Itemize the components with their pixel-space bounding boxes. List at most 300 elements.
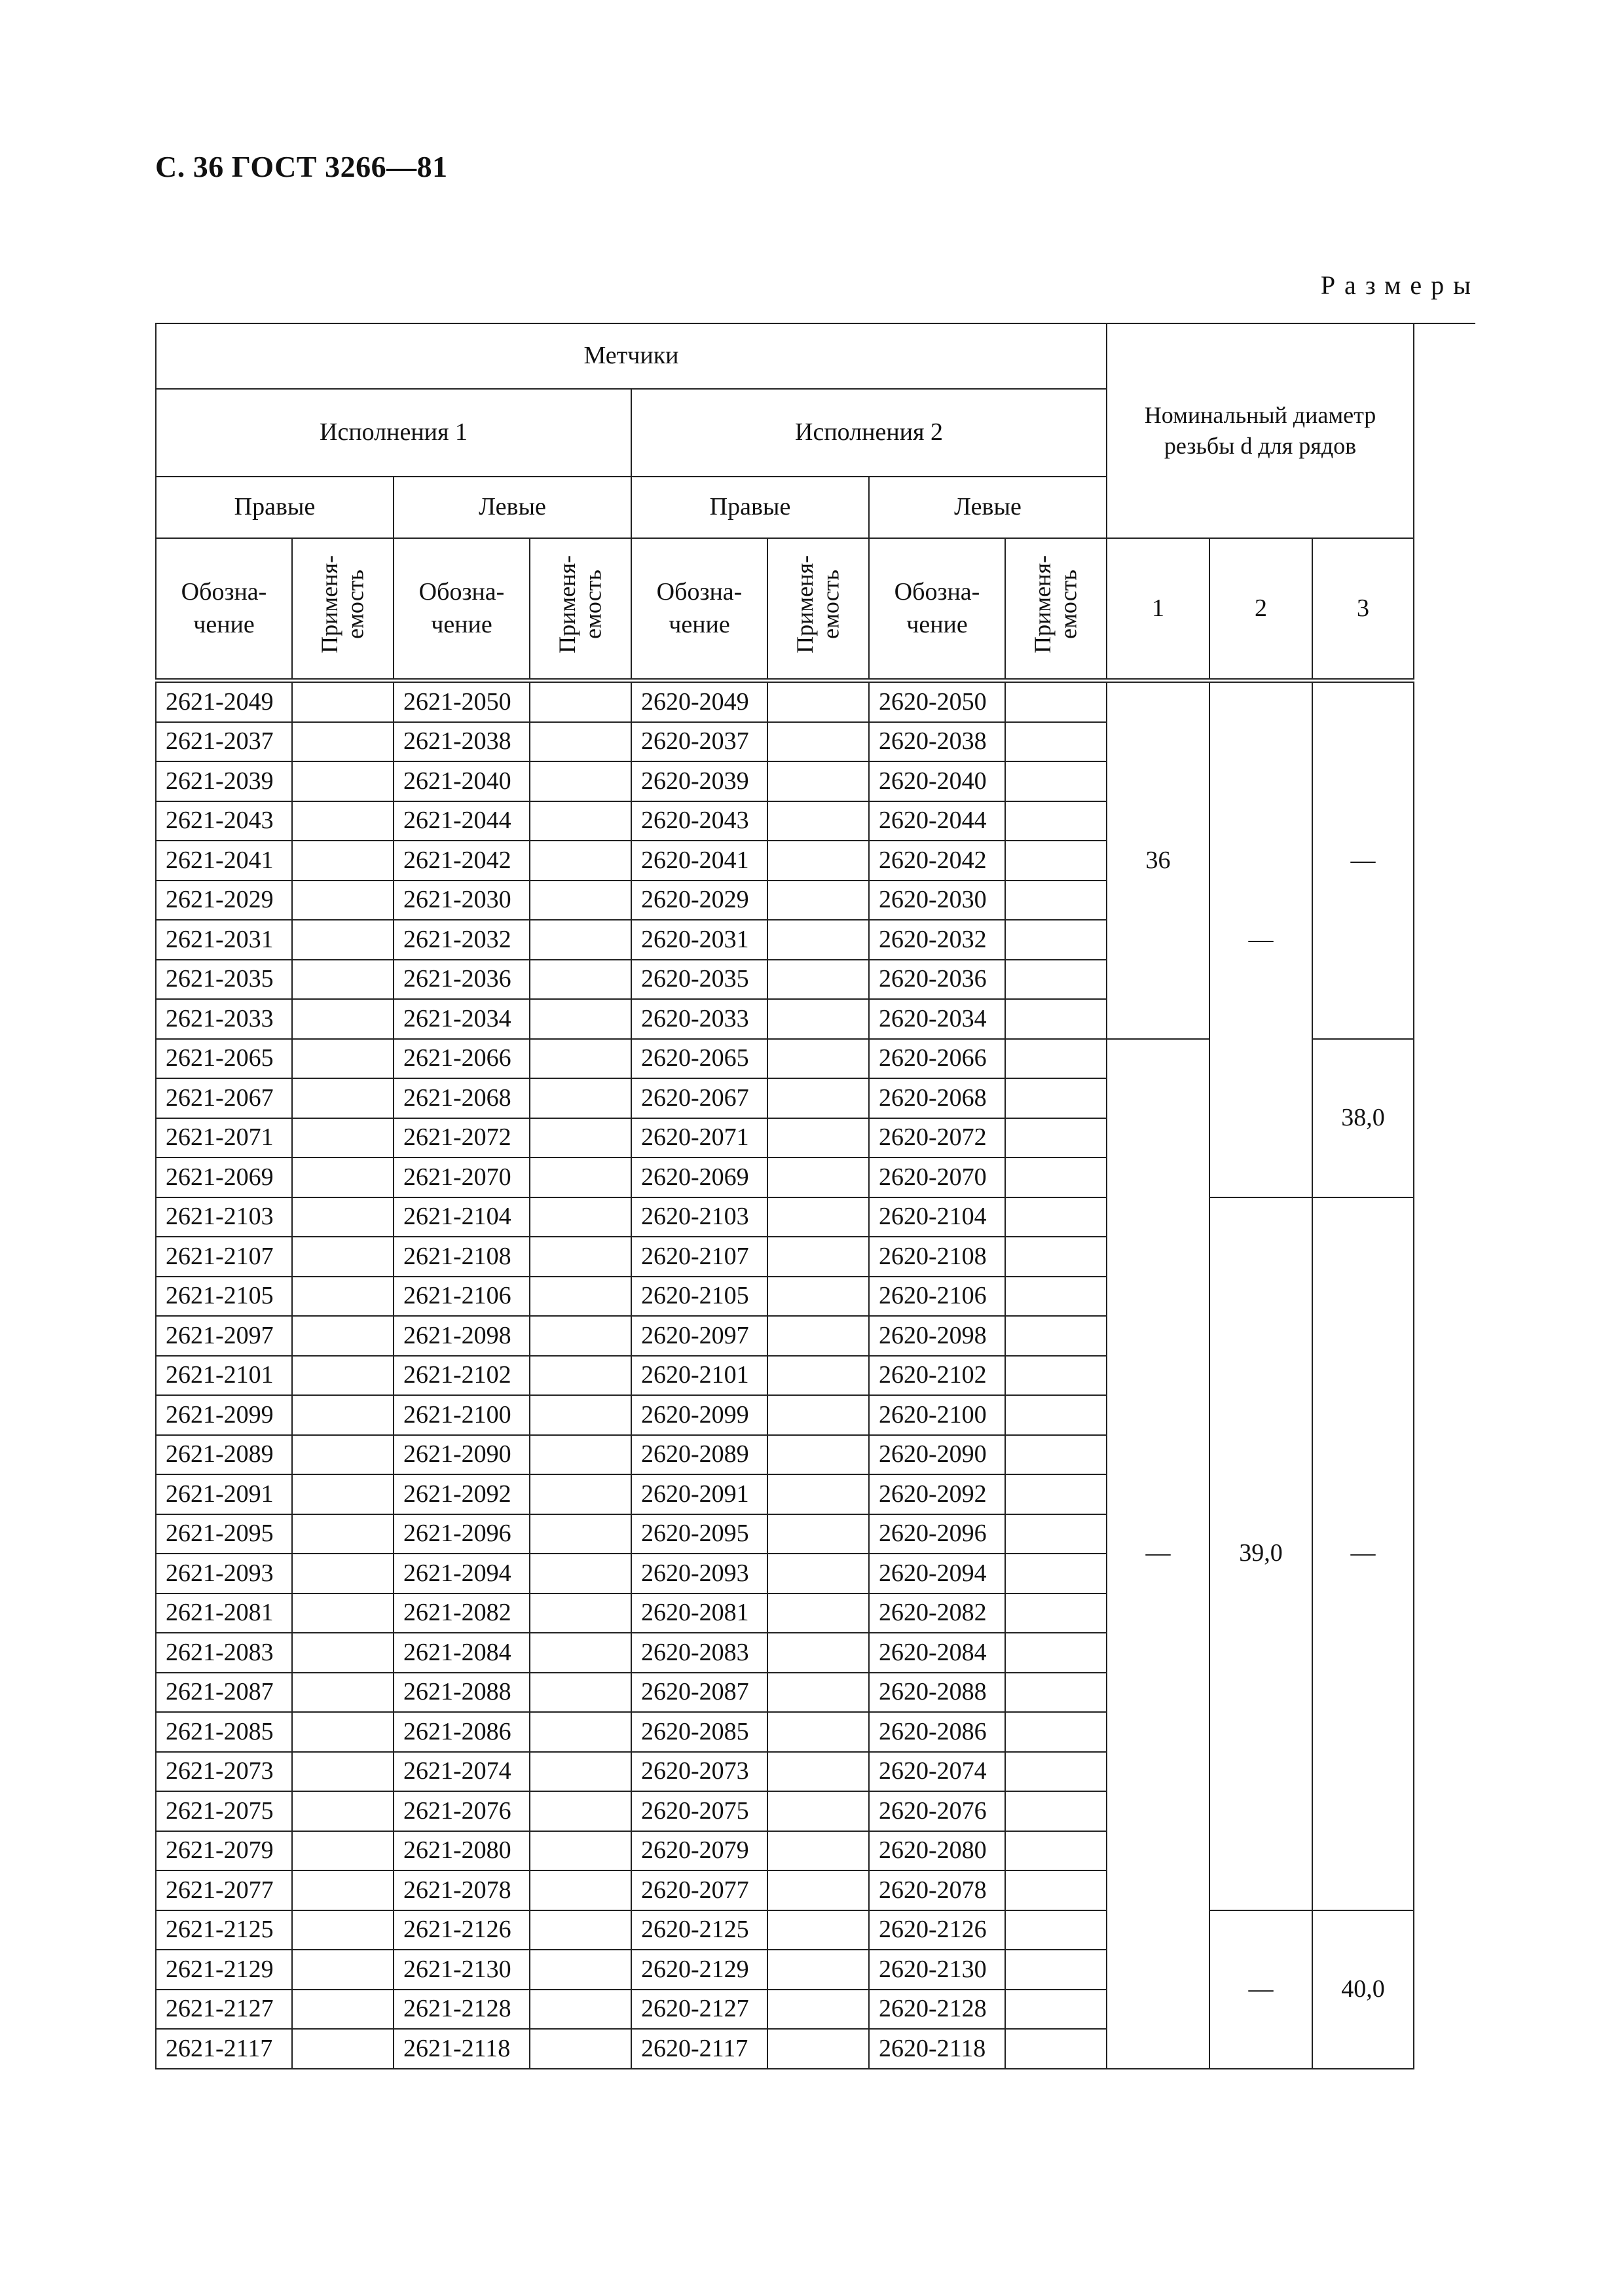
applicability-cell [530, 1594, 631, 1633]
applicability-cell [767, 1237, 869, 1277]
version-2-header: Исполнения 2 [631, 389, 1107, 477]
applicability-cell [1005, 681, 1107, 722]
applicability-cell [292, 1633, 394, 1673]
applicability-cell [1005, 1474, 1107, 1514]
applicability-header [1005, 538, 1107, 681]
applicability-cell [767, 1554, 869, 1594]
taps-table [155, 323, 1475, 2069]
diameter-col2-cell: 39,0 [1209, 1197, 1312, 1910]
designation-cell: 2621-2088 [394, 1673, 530, 1713]
designation-cell: 2621-2038 [394, 722, 530, 762]
diameter-header [1107, 323, 1414, 538]
row-3-header: 3 [1312, 538, 1414, 681]
designation-cell: 2620-2117 [631, 2029, 767, 2069]
designation-cell: 2621-2029 [156, 881, 292, 920]
applicability-cell [292, 1831, 394, 1871]
page-header: С. 36 ГОСТ 3266—81 [155, 150, 448, 183]
applicability-cell [292, 1039, 394, 1079]
applicability-cell [292, 1237, 394, 1277]
applicability-cell [292, 1395, 394, 1435]
designation-cell: 2621-2035 [156, 960, 292, 1000]
table-row [156, 1197, 1475, 1237]
designation-cell: 2621-2078 [394, 1870, 530, 1910]
applicability-cell [1005, 1435, 1107, 1475]
applicability-cell [767, 1950, 869, 1990]
applicability-cell [767, 920, 869, 960]
diameter-col3-cell: 38,0 [1312, 1039, 1414, 1197]
applicability-cell [767, 999, 869, 1039]
designation-cell: 2620-2066 [869, 1039, 1005, 1079]
designation-cell: 2620-2105 [631, 1277, 767, 1317]
diameter-col1-cell: 36 [1107, 681, 1209, 1039]
designation-cell: 2621-2087 [156, 1673, 292, 1713]
designation-cell: 2620-2069 [631, 1157, 767, 1197]
applicability-cell [1005, 1673, 1107, 1713]
applicability-header-text: Применя- емость [316, 555, 369, 653]
designation-cell: 2621-2070 [394, 1157, 530, 1197]
designation-cell: 2621-2086 [394, 1712, 530, 1752]
designation-cell: 2620-2034 [869, 999, 1005, 1039]
designation-cell: 2621-2130 [394, 1950, 530, 1990]
designation-cell: 2620-2040 [869, 761, 1005, 801]
designation-cell: 2621-2072 [394, 1118, 530, 1158]
applicability-cell [292, 1870, 394, 1910]
applicability-cell [1005, 881, 1107, 920]
applicability-cell [767, 1594, 869, 1633]
applicability-cell [1005, 1791, 1107, 1831]
applicability-cell [292, 722, 394, 762]
applicability-cell [530, 881, 631, 920]
applicability-cell [530, 801, 631, 841]
applicability-cell [767, 1277, 869, 1317]
applicability-cell [530, 960, 631, 1000]
right-hand-header-v1: Правые [156, 477, 394, 538]
applicability-cell [767, 1316, 869, 1356]
designation-cell: 2620-2082 [869, 1594, 1005, 1633]
designation-cell: 2621-2101 [156, 1356, 292, 1396]
designation-cell: 2621-2093 [156, 1554, 292, 1594]
designation-cell: 2621-2067 [156, 1078, 292, 1118]
applicability-cell [292, 1990, 394, 2030]
applicability-header-text: Применя- емость [1029, 555, 1082, 653]
designation-cell: 2621-2098 [394, 1316, 530, 1356]
designation-cell: 2621-2042 [394, 841, 530, 881]
applicability-cell [292, 999, 394, 1039]
applicability-cell [292, 801, 394, 841]
designation-cell: 2621-2075 [156, 1791, 292, 1831]
applicability-cell [292, 1514, 394, 1554]
applicability-cell [292, 1594, 394, 1633]
designation-cell: 2621-2095 [156, 1514, 292, 1554]
applicability-cell [767, 1712, 869, 1752]
designation-cell: 2621-2074 [394, 1752, 530, 1792]
applicability-cell [767, 801, 869, 841]
applicability-cell [767, 1831, 869, 1871]
designation-cell: 2621-2034 [394, 999, 530, 1039]
designation-cell: 2620-2086 [869, 1712, 1005, 1752]
applicability-cell [1005, 1197, 1107, 1237]
designation-header-text: Обозна- чение [894, 578, 980, 638]
applicability-cell [767, 761, 869, 801]
applicability-cell [767, 1910, 869, 1950]
designation-cell: 2620-2099 [631, 1395, 767, 1435]
designation-cell: 2620-2106 [869, 1277, 1005, 1317]
applicability-cell [1005, 1633, 1107, 1673]
designation-cell: 2620-2098 [869, 1316, 1005, 1356]
designation-cell: 2621-2050 [394, 681, 530, 722]
designation-cell: 2621-2080 [394, 1831, 530, 1871]
designation-cell: 2620-2103 [631, 1197, 767, 1237]
applicability-cell [767, 1752, 869, 1792]
applicability-cell [530, 1870, 631, 1910]
designation-cell: 2621-2091 [156, 1474, 292, 1514]
applicability-cell [292, 920, 394, 960]
applicability-cell [1005, 722, 1107, 762]
applicability-cell [292, 1356, 394, 1396]
applicability-header-text: Применя- емость [553, 555, 606, 653]
applicability-cell [767, 1039, 869, 1079]
applicability-cell [292, 1078, 394, 1118]
applicability-cell [1005, 999, 1107, 1039]
designation-cell: 2621-2090 [394, 1435, 530, 1475]
applicability-cell [767, 1157, 869, 1197]
designation-header [869, 538, 1005, 681]
designation-cell: 2621-2033 [156, 999, 292, 1039]
designation-cell: 2620-2073 [631, 1752, 767, 1792]
applicability-cell [1005, 1950, 1107, 1990]
applicability-cell [767, 1197, 869, 1237]
taps-group-header: Метчики [156, 323, 1107, 389]
designation-cell: 2620-2029 [631, 881, 767, 920]
applicability-cell [530, 722, 631, 762]
designation-cell: 2620-2125 [631, 1910, 767, 1950]
applicability-cell [292, 1791, 394, 1831]
designation-cell: 2621-2079 [156, 1831, 292, 1871]
designation-cell: 2620-2042 [869, 841, 1005, 881]
applicability-cell [767, 1118, 869, 1158]
applicability-cell [1005, 761, 1107, 801]
designation-cell: 2620-2038 [869, 722, 1005, 762]
applicability-cell [292, 1277, 394, 1317]
designation-cell: 2621-2097 [156, 1316, 292, 1356]
designation-header-text: Обозна- чение [181, 578, 267, 638]
row-1-header: 1 [1107, 538, 1209, 681]
applicability-cell [292, 1118, 394, 1158]
applicability-cell [530, 1118, 631, 1158]
designation-cell: 2620-2088 [869, 1673, 1005, 1713]
diameter-col2-cell: — [1209, 681, 1312, 1197]
applicability-cell [767, 1791, 869, 1831]
applicability-cell [1005, 920, 1107, 960]
applicability-cell [530, 1157, 631, 1197]
applicability-cell [530, 761, 631, 801]
applicability-cell [1005, 2029, 1107, 2069]
diameter-col1-cell: — [1107, 1039, 1209, 2069]
table-row [156, 681, 1475, 722]
designation-cell: 2621-2041 [156, 841, 292, 881]
applicability-cell [292, 1197, 394, 1237]
applicability-cell [530, 2029, 631, 2069]
applicability-cell [292, 1752, 394, 1792]
applicability-cell [292, 1474, 394, 1514]
designation-cell: 2620-2093 [631, 1554, 767, 1594]
designation-header [631, 538, 767, 681]
designation-cell: 2621-2103 [156, 1197, 292, 1237]
applicability-cell [292, 881, 394, 920]
applicability-cell [1005, 1118, 1107, 1158]
applicability-cell [1005, 1237, 1107, 1277]
applicability-cell [530, 1633, 631, 1673]
applicability-cell [530, 841, 631, 881]
applicability-cell [1005, 1157, 1107, 1197]
applicability-cell [530, 1356, 631, 1396]
designation-cell: 2621-2069 [156, 1157, 292, 1197]
applicability-cell [292, 1673, 394, 1713]
designation-cell: 2620-2041 [631, 841, 767, 881]
designation-cell: 2620-2067 [631, 1078, 767, 1118]
applicability-cell [1005, 1395, 1107, 1435]
applicability-cell [530, 1950, 631, 1990]
designation-cell: 2621-2077 [156, 1870, 292, 1910]
designation-cell: 2620-2075 [631, 1791, 767, 1831]
applicability-cell [767, 841, 869, 881]
designation-cell: 2620-2097 [631, 1316, 767, 1356]
sizes-label: Размеры [1320, 270, 1480, 300]
designation-cell: 2620-2074 [869, 1752, 1005, 1792]
designation-cell: 2620-2108 [869, 1237, 1005, 1277]
designation-cell: 2620-2127 [631, 1990, 767, 2030]
designation-cell: 2620-2126 [869, 1910, 1005, 1950]
applicability-cell [530, 1277, 631, 1317]
applicability-cell [530, 920, 631, 960]
applicability-cell [1005, 1831, 1107, 1871]
applicability-cell [530, 1237, 631, 1277]
applicability-header-text: Применя- емость [791, 555, 844, 653]
applicability-cell [1005, 960, 1107, 1000]
applicability-cell [530, 1990, 631, 2030]
designation-cell: 2621-2073 [156, 1752, 292, 1792]
applicability-cell [1005, 1554, 1107, 1594]
designation-cell: 2621-2044 [394, 801, 530, 841]
applicability-cell [767, 2029, 869, 2069]
designation-header-text: Обозна- чение [418, 578, 505, 638]
applicability-cell [767, 881, 869, 920]
applicability-cell [292, 1910, 394, 1950]
designation-cell: 2621-2065 [156, 1039, 292, 1079]
designation-header [156, 538, 292, 681]
designation-cell: 2621-2043 [156, 801, 292, 841]
designation-cell: 2620-2078 [869, 1870, 1005, 1910]
designation-cell: 2620-2072 [869, 1118, 1005, 1158]
applicability-cell [1005, 801, 1107, 841]
designation-cell: 2621-2092 [394, 1474, 530, 1514]
applicability-cell [767, 1990, 869, 2030]
applicability-header [292, 538, 394, 681]
designation-cell: 2621-2129 [156, 1950, 292, 1990]
applicability-cell [767, 1474, 869, 1514]
applicability-cell [767, 1633, 869, 1673]
applicability-cell [530, 1752, 631, 1792]
applicability-cell [530, 1791, 631, 1831]
applicability-cell [1005, 1316, 1107, 1356]
designation-cell: 2620-2130 [869, 1950, 1005, 1990]
applicability-cell [292, 1316, 394, 1356]
designation-cell: 2621-2031 [156, 920, 292, 960]
designation-cell: 2620-2077 [631, 1870, 767, 1910]
designation-cell: 2621-2049 [156, 681, 292, 722]
applicability-cell [1005, 1078, 1107, 1118]
designation-cell: 2621-2089 [156, 1435, 292, 1475]
empty-right-column [1414, 681, 1475, 2069]
applicability-cell [530, 1910, 631, 1950]
designation-cell: 2621-2117 [156, 2029, 292, 2069]
right-hand-header-v2: Правые [631, 477, 869, 538]
applicability-cell [767, 1673, 869, 1713]
designation-cell: 2620-2091 [631, 1474, 767, 1514]
designation-cell: 2620-2065 [631, 1039, 767, 1079]
applicability-header [530, 538, 631, 681]
applicability-cell [530, 999, 631, 1039]
designation-cell: 2620-2049 [631, 681, 767, 722]
applicability-cell [1005, 1514, 1107, 1554]
applicability-cell [767, 1078, 869, 1118]
applicability-cell [767, 1870, 869, 1910]
designation-cell: 2621-2100 [394, 1395, 530, 1435]
designation-cell: 2620-2080 [869, 1831, 1005, 1871]
designation-cell: 2621-2081 [156, 1594, 292, 1633]
designation-cell: 2621-2082 [394, 1594, 530, 1633]
applicability-cell [292, 1712, 394, 1752]
applicability-cell [530, 1039, 631, 1079]
diameter-header-text: Номинальный диаметр резьбы d для рядов [1144, 402, 1376, 459]
designation-cell: 2621-2128 [394, 1990, 530, 2030]
designation-cell: 2620-2100 [869, 1395, 1005, 1435]
applicability-cell [292, 960, 394, 1000]
designation-cell: 2621-2071 [156, 1118, 292, 1158]
designation-cell: 2621-2030 [394, 881, 530, 920]
designation-cell: 2621-2039 [156, 761, 292, 801]
designation-cell: 2620-2050 [869, 681, 1005, 722]
diameter-col3-cell: 40,0 [1312, 1910, 1414, 2069]
designation-cell: 2621-2125 [156, 1910, 292, 1950]
applicability-cell [530, 1514, 631, 1554]
designation-cell: 2621-2099 [156, 1395, 292, 1435]
applicability-cell [292, 761, 394, 801]
designation-cell: 2620-2089 [631, 1435, 767, 1475]
applicability-cell [1005, 1870, 1107, 1910]
designation-cell: 2620-2102 [869, 1356, 1005, 1396]
applicability-cell [530, 1435, 631, 1475]
designation-cell: 2621-2040 [394, 761, 530, 801]
designation-cell: 2620-2090 [869, 1435, 1005, 1475]
designation-cell: 2620-2118 [869, 2029, 1005, 2069]
applicability-cell [292, 681, 394, 722]
applicability-cell [1005, 1712, 1107, 1752]
applicability-cell [767, 1356, 869, 1396]
designation-header-text: Обозна- чение [656, 578, 743, 638]
applicability-cell [530, 1474, 631, 1514]
designation-cell: 2621-2127 [156, 1990, 292, 2030]
applicability-cell [1005, 1356, 1107, 1396]
designation-cell: 2621-2107 [156, 1237, 292, 1277]
designation-cell: 2620-2129 [631, 1950, 767, 1990]
designation-cell: 2620-2092 [869, 1474, 1005, 1514]
designation-cell: 2620-2083 [631, 1633, 767, 1673]
table-body [156, 681, 1475, 2069]
designation-cell: 2620-2043 [631, 801, 767, 841]
applicability-cell [530, 1197, 631, 1237]
applicability-cell [530, 1712, 631, 1752]
applicability-cell [292, 841, 394, 881]
applicability-cell [767, 1395, 869, 1435]
applicability-header [767, 538, 869, 681]
designation-cell: 2620-2076 [869, 1791, 1005, 1831]
designation-cell: 2620-2032 [869, 920, 1005, 960]
designation-cell: 2620-2094 [869, 1554, 1005, 1594]
designation-cell: 2621-2102 [394, 1356, 530, 1396]
applicability-cell [1005, 1039, 1107, 1079]
left-hand-header-v1: Левые [394, 477, 631, 538]
applicability-cell [292, 1435, 394, 1475]
designation-cell: 2620-2101 [631, 1356, 767, 1396]
diameter-col3-cell: — [1312, 1197, 1414, 1910]
applicability-cell [1005, 1990, 1107, 2030]
applicability-cell [530, 1673, 631, 1713]
designation-cell: 2621-2036 [394, 960, 530, 1000]
designation-cell: 2621-2037 [156, 722, 292, 762]
designation-cell: 2620-2033 [631, 999, 767, 1039]
designation-cell: 2621-2032 [394, 920, 530, 960]
designation-cell: 2620-2031 [631, 920, 767, 960]
designation-cell: 2620-2096 [869, 1514, 1005, 1554]
applicability-cell [292, 2029, 394, 2069]
designation-cell: 2621-2106 [394, 1277, 530, 1317]
applicability-cell [292, 1950, 394, 1990]
designation-cell: 2620-2036 [869, 960, 1005, 1000]
empty-right-column [1414, 323, 1475, 681]
applicability-cell [767, 681, 869, 722]
designation-cell: 2621-2068 [394, 1078, 530, 1118]
designation-cell: 2620-2128 [869, 1990, 1005, 2030]
applicability-cell [530, 1078, 631, 1118]
designation-cell: 2620-2095 [631, 1514, 767, 1554]
designation-cell: 2620-2079 [631, 1831, 767, 1871]
designation-cell: 2621-2085 [156, 1712, 292, 1752]
designation-cell: 2620-2081 [631, 1594, 767, 1633]
applicability-cell [767, 1514, 869, 1554]
applicability-cell [530, 1395, 631, 1435]
designation-cell: 2621-2076 [394, 1791, 530, 1831]
left-hand-header-v2: Левые [869, 477, 1107, 538]
designation-cell: 2620-2039 [631, 761, 767, 801]
applicability-cell [1005, 1910, 1107, 1950]
applicability-cell [530, 681, 631, 722]
designation-cell: 2621-2104 [394, 1197, 530, 1237]
designation-cell: 2620-2044 [869, 801, 1005, 841]
designation-cell: 2620-2087 [631, 1673, 767, 1713]
designation-cell: 2621-2084 [394, 1633, 530, 1673]
applicability-cell [1005, 1594, 1107, 1633]
designation-cell: 2620-2104 [869, 1197, 1005, 1237]
applicability-cell [1005, 1752, 1107, 1792]
designation-cell: 2620-2084 [869, 1633, 1005, 1673]
designation-cell: 2621-2096 [394, 1514, 530, 1554]
designation-cell: 2621-2126 [394, 1910, 530, 1950]
designation-cell: 2620-2107 [631, 1237, 767, 1277]
designation-cell: 2620-2085 [631, 1712, 767, 1752]
applicability-cell [530, 1316, 631, 1356]
applicability-cell [767, 1435, 869, 1475]
